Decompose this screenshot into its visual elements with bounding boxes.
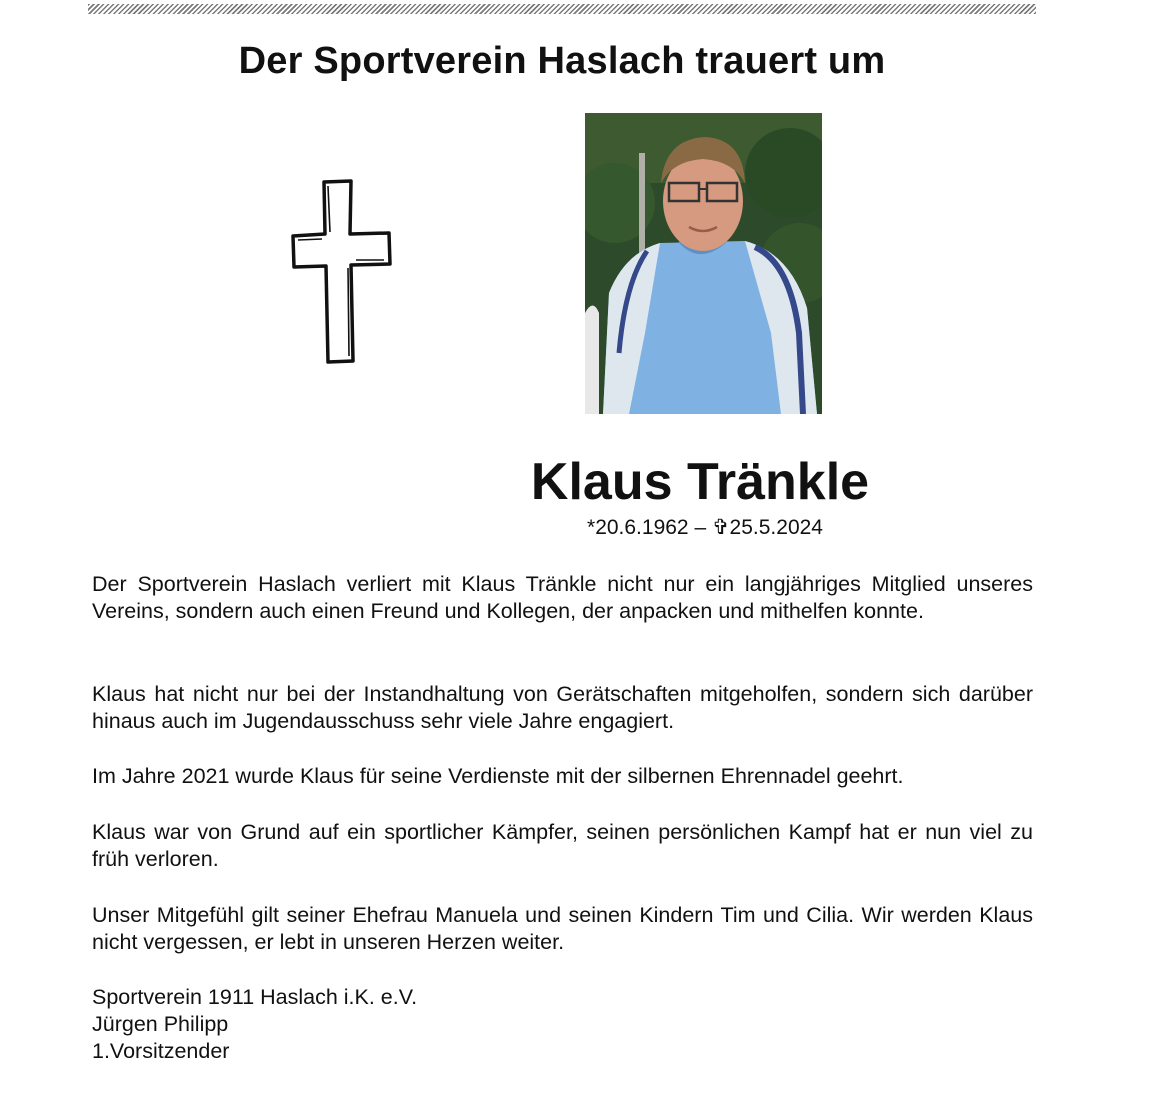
portrait-photo [585,113,822,414]
cross-icon [288,176,398,368]
signature-block [92,984,417,1065]
paragraph-engagement: Klaus hat nicht nur bei der Instandhaltung von Gerätschaften mitgeholfen, sondern sich darüber hinaus auch im Jugendausschuss sehr viele Jahre engagiert. [92,682,1033,733]
paragraph-tribute: Der Sportverein Haslach verliert mit Klaus Tränkle nicht nur ein langjähriges Mitglied unseres Vereins, sondern auch einen Freund und Kollegen, der anpacken und mithelfen konnte. [92,572,1033,623]
paragraph-fight: Klaus war von Grund auf ein sportlicher Kämpfer, seinen persönlichen Kampf hat er nun viel zu früh verloren. [92,820,1033,871]
deceased-name: Klaus Tränkle [530,453,870,511]
decorative-border [88,4,1036,14]
signature-role: 1.Vorsitzender [92,1039,230,1063]
signature-person: Jürgen Philipp [92,1012,229,1036]
signature-club: Sportverein 1911 Haslach i.K. e.V. [92,985,418,1009]
life-dates: *20.6.1962 – ✞25.5.2024 [587,516,823,539]
paragraph-honor: Im Jahre 2021 wurde Klaus für seine Verdienste mit der silbernen Ehrennadel geehrt. [92,764,904,788]
paragraph-condolence: Unser Mitgefühl gilt seiner Ehefrau Manuela und seinen Kindern Tim und Cilia. Wir werden Klaus nicht vergessen, er lebt in unseren Herzen weiter. [92,903,1033,954]
page-title: Der Sportverein Haslach trauert um [238,40,886,82]
